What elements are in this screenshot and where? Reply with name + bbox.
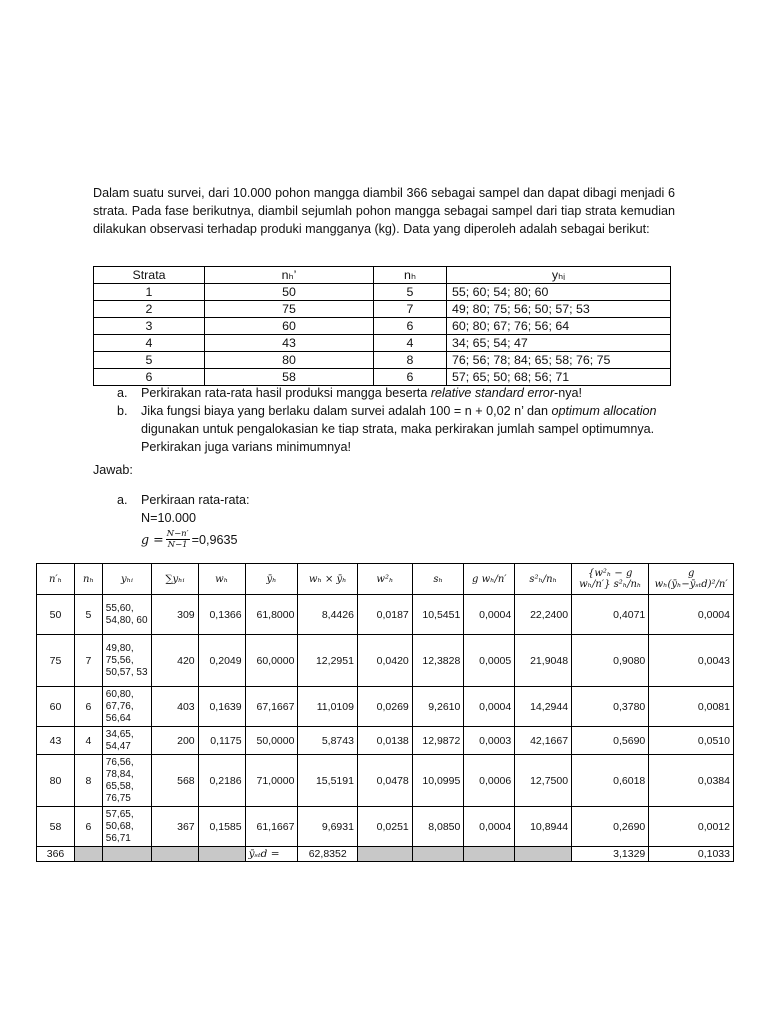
strata-cell: 2 bbox=[94, 301, 205, 318]
answer-a-mark: a. bbox=[117, 493, 128, 507]
calc-cell: 10,0995 bbox=[412, 755, 464, 807]
calc-cell: 0,0384 bbox=[649, 755, 734, 807]
empty-grey-cell bbox=[102, 847, 151, 862]
nh-prime-cell: 60 bbox=[205, 318, 374, 335]
strata-table bbox=[93, 266, 671, 386]
calc-row bbox=[37, 635, 734, 687]
calc-header-cell: n′ₕ bbox=[37, 564, 75, 595]
calc-cell: 11,0109 bbox=[298, 687, 357, 727]
calc-header-cell: g wₕ/n′ bbox=[464, 564, 515, 595]
calc-cell: 80 bbox=[37, 755, 75, 807]
nh-prime-cell: 58 bbox=[205, 369, 374, 386]
calculation-table bbox=[36, 563, 734, 862]
calc-header-cell: ȳₕ bbox=[245, 564, 298, 595]
empty-grey-cell bbox=[75, 847, 103, 862]
question-a-mark: a. bbox=[117, 386, 128, 400]
strata-cell: 4 bbox=[94, 335, 205, 352]
calc-total-cell: 366 bbox=[37, 847, 75, 862]
calc-cell: 76,56, 78,84, 65,58, 76,75 bbox=[102, 755, 151, 807]
calc-cell: 12,7500 bbox=[515, 755, 572, 807]
calc-cell: 58 bbox=[37, 807, 75, 847]
calc-cell: 57,65, 50,68, 56,71 bbox=[102, 807, 151, 847]
calc-cell: 309 bbox=[152, 595, 198, 635]
calc-cell: 0,3780 bbox=[572, 687, 649, 727]
calc-cell: 0,6018 bbox=[572, 755, 649, 807]
question-b-mark: b. bbox=[117, 404, 128, 418]
calc-header-cell: w²ₕ bbox=[357, 564, 412, 595]
nh-prime-cell: 80 bbox=[205, 352, 374, 369]
calc-cell: 42,1667 bbox=[515, 727, 572, 755]
calc-cell: 4 bbox=[75, 727, 103, 755]
calc-row bbox=[37, 755, 734, 807]
calc-cell: 0,2186 bbox=[198, 755, 245, 807]
calc-cell: 0,4071 bbox=[572, 595, 649, 635]
calc-cell: 43 bbox=[37, 727, 75, 755]
calc-cell: 0,0420 bbox=[357, 635, 412, 687]
calc-total-cell: 62,8352 bbox=[298, 847, 357, 862]
strata-row bbox=[94, 318, 671, 335]
calc-header-cell: s²ₕ/nₕ bbox=[515, 564, 572, 595]
calc-cell: 9,6931 bbox=[298, 807, 357, 847]
calc-cell: 8 bbox=[75, 755, 103, 807]
answer-n-line: N=10.000 bbox=[141, 511, 196, 525]
yhi-cell: 76; 56; 78; 84; 65; 58; 76; 75 bbox=[447, 352, 671, 369]
nh-cell: 7 bbox=[374, 301, 447, 318]
question-b-italic: optimum allocation bbox=[551, 404, 657, 418]
calc-cell: 0,0003 bbox=[464, 727, 515, 755]
calc-cell: 0,0251 bbox=[357, 807, 412, 847]
strata-row bbox=[94, 352, 671, 369]
nh-cell: 4 bbox=[374, 335, 447, 352]
calc-cell: 5,8743 bbox=[298, 727, 357, 755]
calc-cell: 6 bbox=[75, 807, 103, 847]
calc-cell: 49,80, 75,56, 50,57, 53 bbox=[102, 635, 151, 687]
calc-cell: 60 bbox=[37, 687, 75, 727]
calc-cell: 0,0004 bbox=[464, 687, 515, 727]
calc-cell: 61,8000 bbox=[245, 595, 298, 635]
header-nh: nₕ bbox=[374, 267, 447, 284]
empty-grey-cell bbox=[412, 847, 464, 862]
yhi-cell: 57; 65; 50; 68; 56; 71 bbox=[447, 369, 671, 386]
calc-cell: 7 bbox=[75, 635, 103, 687]
strata-row bbox=[94, 335, 671, 352]
nh-prime-cell: 43 bbox=[205, 335, 374, 352]
nh-cell: 6 bbox=[374, 318, 447, 335]
calc-total-cell: 3,1329 bbox=[572, 847, 649, 862]
calc-cell: 12,3828 bbox=[412, 635, 464, 687]
question-b bbox=[117, 402, 677, 456]
answer-a-title: Perkiraan rata-rata: bbox=[141, 493, 250, 507]
calc-header-cell: sₕ bbox=[412, 564, 464, 595]
calc-cell: 0,0510 bbox=[649, 727, 734, 755]
header-strata: Strata bbox=[94, 267, 205, 284]
calc-cell: 0,1366 bbox=[198, 595, 245, 635]
calc-cell: 0,0005 bbox=[464, 635, 515, 687]
g-formula-lhs: g = bbox=[141, 531, 164, 547]
calc-header-cell: g wₕ(ȳₕ−ȳₛₜd)²/n′ bbox=[649, 564, 734, 595]
calc-cell: 9,2610 bbox=[412, 687, 464, 727]
calc-cell: 200 bbox=[152, 727, 198, 755]
strata-row bbox=[94, 284, 671, 301]
calc-cell: 5 bbox=[75, 595, 103, 635]
calc-cell: 0,0006 bbox=[464, 755, 515, 807]
calc-cell: 0,1639 bbox=[198, 687, 245, 727]
question-a-suffix: -nya! bbox=[554, 386, 583, 400]
calc-header-cell: wₕ bbox=[198, 564, 245, 595]
calc-cell: 55,60, 54,80, 60 bbox=[102, 595, 151, 635]
empty-grey-cell bbox=[357, 847, 412, 862]
calc-cell: 0,2049 bbox=[198, 635, 245, 687]
empty-grey-cell bbox=[515, 847, 572, 862]
calc-header-cell: nₕ bbox=[75, 564, 103, 595]
calc-cell: 0,5690 bbox=[572, 727, 649, 755]
g-formula-fraction bbox=[166, 529, 190, 550]
calc-row bbox=[37, 807, 734, 847]
questions bbox=[117, 384, 677, 456]
question-a bbox=[117, 384, 677, 402]
calc-cell: 420 bbox=[152, 635, 198, 687]
calc-cell: 0,0138 bbox=[357, 727, 412, 755]
calc-table-header bbox=[37, 564, 734, 595]
strata-row bbox=[94, 301, 671, 318]
nh-cell: 5 bbox=[374, 284, 447, 301]
empty-grey-cell bbox=[198, 847, 245, 862]
nh-prime-cell: 75 bbox=[205, 301, 374, 318]
calc-total-cell: 0,1033 bbox=[649, 847, 734, 862]
strata-row bbox=[94, 369, 671, 386]
calc-cell: 60,80, 67,76, 56,64 bbox=[102, 687, 151, 727]
calc-cell: 15,5191 bbox=[298, 755, 357, 807]
question-a-italic: relative standard error bbox=[430, 386, 555, 400]
calc-cell: 21,9048 bbox=[515, 635, 572, 687]
calc-total-row bbox=[37, 847, 734, 862]
yhi-cell: 55; 60; 54; 80; 60 bbox=[447, 284, 671, 301]
calc-cell: 50,0000 bbox=[245, 727, 298, 755]
g-formula-value: =0,9635 bbox=[191, 532, 238, 547]
calc-cell: 367 bbox=[152, 807, 198, 847]
calc-header-cell: yₕᵢ bbox=[102, 564, 151, 595]
header-nh-prime: nₕ’ bbox=[205, 267, 374, 284]
calc-header-cell: wₕ × ȳₕ bbox=[298, 564, 357, 595]
jawab-label: Jawab: bbox=[93, 463, 133, 477]
nh-cell: 8 bbox=[374, 352, 447, 369]
strata-table-header bbox=[94, 267, 671, 284]
strata-cell: 5 bbox=[94, 352, 205, 369]
calc-cell: 22,2400 bbox=[515, 595, 572, 635]
calc-cell: 8,0850 bbox=[412, 807, 464, 847]
yhi-cell: 34; 65; 54; 47 bbox=[447, 335, 671, 352]
calc-cell: 10,8944 bbox=[515, 807, 572, 847]
calc-cell: 0,0012 bbox=[649, 807, 734, 847]
calc-cell: 0,0004 bbox=[464, 595, 515, 635]
calc-cell: 0,9080 bbox=[572, 635, 649, 687]
calc-cell: 14,2944 bbox=[515, 687, 572, 727]
calc-cell: 10,5451 bbox=[412, 595, 464, 635]
calc-cell: 0,0004 bbox=[464, 807, 515, 847]
nh-prime-cell: 50 bbox=[205, 284, 374, 301]
calc-cell: 0,0478 bbox=[357, 755, 412, 807]
nh-cell: 6 bbox=[374, 369, 447, 386]
question-b-text: Jika fungsi biaya yang berlaku dalam survei adalah 100 = n + 0,02 n’ dan bbox=[141, 404, 552, 418]
calc-cell: 34,65, 54,47 bbox=[102, 727, 151, 755]
yhi-cell: 60; 80; 67; 76; 56; 64 bbox=[447, 318, 671, 335]
calc-cell: 6 bbox=[75, 687, 103, 727]
calc-header-cell: ∑yₕᵢ bbox=[152, 564, 198, 595]
empty-grey-cell bbox=[152, 847, 198, 862]
strata-cell: 6 bbox=[94, 369, 205, 386]
calc-cell: 0,0004 bbox=[649, 595, 734, 635]
calc-cell: 60,0000 bbox=[245, 635, 298, 687]
question-b-suffix: digunakan untuk pengalokasian ke tiap strata, maka perkirakan jumlah sampel optimumnya. Perkirakan juga varians minimumnya! bbox=[141, 422, 655, 454]
calc-cell: 12,9872 bbox=[412, 727, 464, 755]
calc-cell: 0,1585 bbox=[198, 807, 245, 847]
calc-cell: 403 bbox=[152, 687, 198, 727]
calc-cell: 8,4426 bbox=[298, 595, 357, 635]
calc-cell: 0,0187 bbox=[357, 595, 412, 635]
yhi-cell: 49; 80; 75; 56; 50; 57; 53 bbox=[447, 301, 671, 318]
calc-cell: 75 bbox=[37, 635, 75, 687]
g-formula-numerator: N−n′ bbox=[166, 529, 189, 539]
g-formula-denominator: N−1 bbox=[167, 540, 188, 550]
calc-row bbox=[37, 687, 734, 727]
strata-cell: 1 bbox=[94, 284, 205, 301]
calc-row bbox=[37, 595, 734, 635]
calc-cell: 12,2951 bbox=[298, 635, 357, 687]
header-yhi: yₕᵢ bbox=[447, 267, 671, 284]
calc-cell: 67,1667 bbox=[245, 687, 298, 727]
calc-cell: 0,0043 bbox=[649, 635, 734, 687]
intro-paragraph: Dalam suatu survei, dari 10.000 pohon mangga diambil 366 sebagai sampel dan dapat dibagi menjadi 6 strata. Pada fase berikutnya, diambil sejumlah pohon mangga sebagai sampel dari tiap strata kemudian dilakukan observasi terhadap produki mangganya (kg). Data yang diperoleh adalah sebagai berikut: bbox=[93, 186, 675, 236]
calc-header-cell: {w²ₕ − g wₕ/n′} s²ₕ/nₕ bbox=[572, 564, 649, 595]
calc-total-cell: ȳₛₜd = bbox=[245, 847, 298, 862]
calc-row bbox=[37, 727, 734, 755]
g-formula bbox=[117, 529, 250, 550]
calc-cell: 0,0269 bbox=[357, 687, 412, 727]
question-a-text: Perkirakan rata-rata hasil produksi mangga beserta bbox=[141, 386, 431, 400]
strata-cell: 3 bbox=[94, 318, 205, 335]
calc-cell: 61,1667 bbox=[245, 807, 298, 847]
calc-cell: 0,1175 bbox=[198, 727, 245, 755]
calc-cell: 0,0081 bbox=[649, 687, 734, 727]
calc-cell: 50 bbox=[37, 595, 75, 635]
calc-cell: 0,2690 bbox=[572, 807, 649, 847]
empty-grey-cell bbox=[464, 847, 515, 862]
answer-a bbox=[117, 491, 250, 550]
calc-cell: 71,0000 bbox=[245, 755, 298, 807]
calc-cell: 568 bbox=[152, 755, 198, 807]
